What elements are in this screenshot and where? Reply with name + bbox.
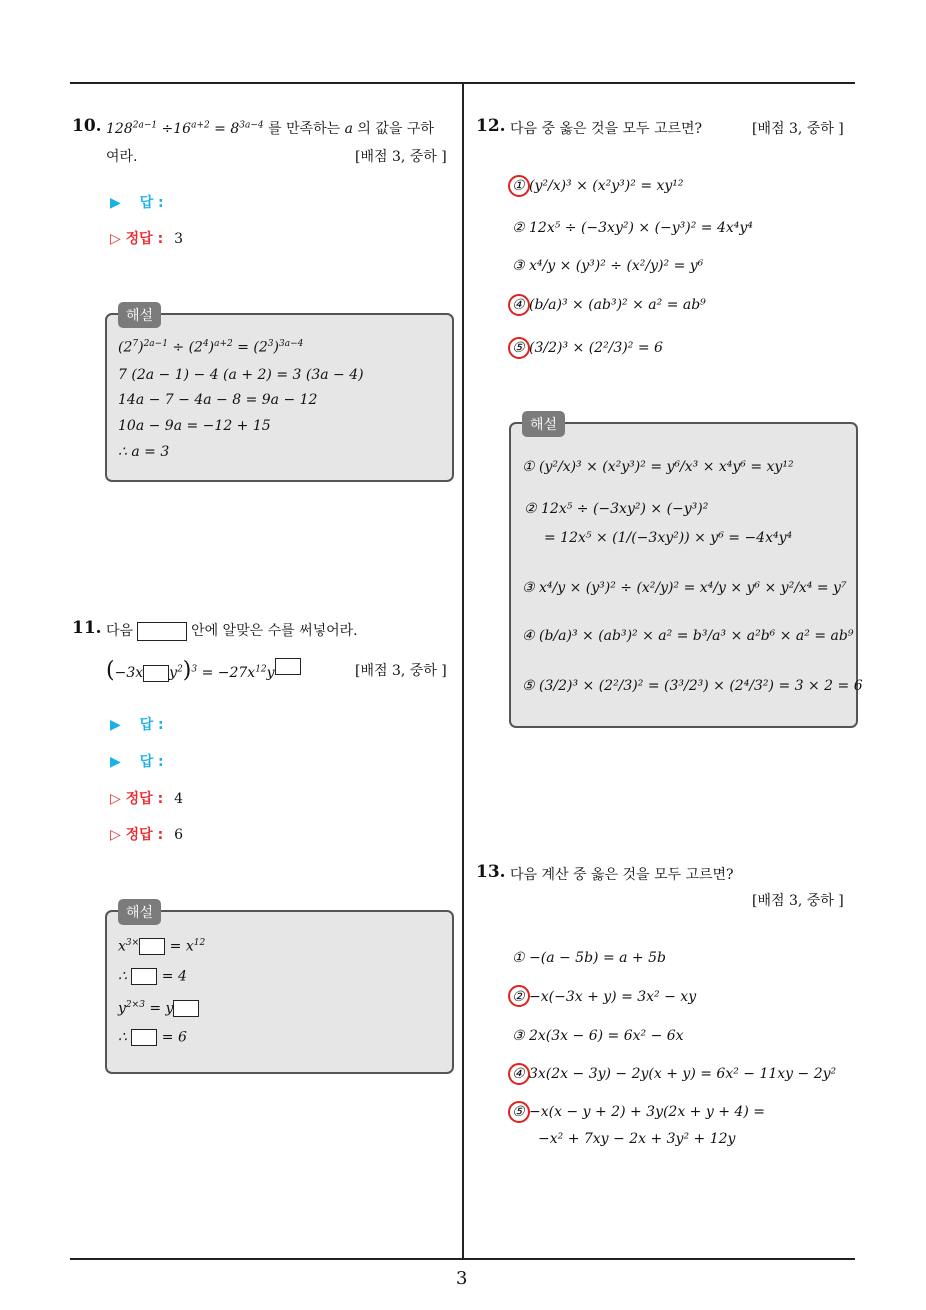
answer-row — [110, 714, 164, 734]
score-label: [배점 3, 중하 ] — [752, 121, 844, 137]
explanation-tag: 해설 — [118, 302, 161, 328]
option-3: ③ 2x(3x − 6) = 6x² − 6x — [512, 1028, 684, 1044]
explanation-line: ⑤ (3/2)³ × (2²/3)² = (3³/2³) × (2⁴/3²) = 3 × 2 = 6 — [522, 678, 863, 694]
explanation-line: 10a − 9a = −12 + 15 — [118, 418, 271, 434]
triangle-outline-icon: ▷ — [110, 827, 121, 843]
question-number: 10. — [72, 116, 102, 136]
explanation-line: $y^{2\times 3} = y$ — [118, 1000, 199, 1017]
explanation-line: ∴ = 4 — [118, 968, 187, 985]
option-2: ② 12x⁵ ÷ (−3xy²) × (−y³)² = 4x⁴y⁴ — [512, 220, 753, 236]
option-2: ② −x(−3x + y) = 3x² − xy — [512, 989, 697, 1005]
blank-box — [173, 1000, 199, 1017]
explanation-line: ③ x⁴/y × (y³)² ÷ (x²/y)² = x⁴/y × y⁶ × y²/x⁴ = y⁷ — [522, 580, 847, 596]
blank-box — [131, 968, 157, 985]
question-statement: 다음 안에 알맞은 수를 써넣어라. — [106, 623, 358, 639]
question-statement-cont: 여라. — [106, 149, 138, 165]
triangle-bullet-icon: ▶ — [110, 195, 121, 211]
explanation-line: ① (y²/x)³ × (x²y³)² = y⁶/x³ × x⁴y⁶ = xy¹² — [522, 459, 794, 475]
bottom-rule — [70, 1258, 855, 1260]
question-statement: $128^{2a-1} \div 16^{a+2} = 8^{3a-4}$ 를 만족하는 a 의 값을 구하 — [106, 120, 434, 137]
blank-box — [139, 938, 165, 955]
answer-row — [110, 192, 164, 212]
explanation-line: $x^{3\times} = x^{12}$ — [118, 938, 206, 955]
blank-box — [131, 1029, 157, 1046]
page-number: 3 — [456, 1268, 468, 1289]
explanation-line: ∴ = 6 — [118, 1029, 187, 1046]
correct-answer-row — [110, 788, 183, 808]
explanation-tag: 해설 — [118, 899, 161, 925]
option-5: ⑤ (3/2)³ × (2²/3)² = 6 — [512, 340, 663, 356]
correct-value: 6 — [174, 827, 183, 843]
explanation-box — [105, 910, 454, 1074]
triangle-bullet-icon: ▶ — [110, 754, 121, 770]
question-number: 11. — [72, 618, 102, 638]
correct-label: 정답 : — [125, 231, 164, 247]
explanation-tag: 해설 — [522, 411, 565, 437]
question-statement: 다음 중 옳은 것을 모두 고르면? — [510, 121, 703, 137]
answer-row — [110, 751, 164, 771]
explanation-line: $(2^7)^{2a-1} \div (2^4)^{a+2} = (2^3)^{3a-4}$ — [118, 339, 304, 356]
blank-box — [143, 665, 169, 682]
explanation-line: 14a − 7 − 4a − 8 = 9a − 12 — [118, 392, 318, 408]
answer-label: 답 : — [139, 754, 164, 770]
correct-answer-row — [110, 824, 183, 844]
option-4: ④ 3x(2x − 3y) − 2y(x + y) = 6x² − 11xy − 2y² — [512, 1066, 837, 1082]
correct-value: 3 — [174, 231, 183, 247]
correct-label: 정답 : — [125, 791, 164, 807]
explanation-line: ∴ a = 3 — [118, 444, 170, 460]
column-divider — [462, 82, 464, 1259]
blank-box — [275, 658, 301, 675]
correct-value: 4 — [174, 791, 183, 807]
triangle-outline-icon: ▷ — [110, 231, 121, 247]
option-5: ⑤ −x(x − y + 2) + 3y(2x + y + 4) = — [512, 1104, 765, 1120]
explanation-line: ② 12x⁵ ÷ (−3xy²) × (−y³)² — [524, 501, 709, 517]
option-1: ① (y²/x)³ × (x²y³)² = xy¹² — [512, 178, 684, 194]
explanation-line: = 12x⁵ × (1/(−3xy²)) × y⁶ = −4x⁴y⁴ — [544, 530, 793, 546]
explanation-line: 7 (2a − 1) − 4 (a + 2) = 3 (3a − 4) — [118, 367, 364, 383]
blank-box — [137, 622, 187, 641]
option-4: ④ (b/a)³ × (ab³)² × a² = ab⁹ — [512, 297, 706, 313]
question-statement: 다음 계산 중 옳은 것을 모두 고르면? — [510, 867, 734, 883]
score-label: [배점 3, 중하 ] — [752, 893, 844, 909]
explanation-line: ④ (b/a)³ × (ab³)² × a² = b³/a³ × a²b⁶ × a² = ab⁹ — [522, 628, 854, 644]
option-5-cont: −x² + 7xy − 2x + 3y² + 12y — [538, 1131, 736, 1147]
option-3: ③ x⁴/y × (y³)² ÷ (x²/y)² = y⁶ — [512, 258, 704, 274]
question-number: 13. — [476, 862, 506, 882]
question-number: 12. — [476, 116, 506, 136]
answer-label: 답 : — [139, 195, 164, 211]
score-label: [배점 3, 중하 ] — [355, 149, 447, 165]
score-label: [배점 3, 중하 ] — [355, 663, 447, 679]
question-equation: (−3x $y^2)^3 = -27x^{12}y$ — [106, 658, 301, 683]
correct-answer-row — [110, 228, 183, 248]
triangle-bullet-icon: ▶ — [110, 717, 121, 733]
correct-label: 정답 : — [125, 827, 164, 843]
answer-label: 답 : — [139, 717, 164, 733]
triangle-outline-icon: ▷ — [110, 791, 121, 807]
option-1: ① −(a − 5b) = a + 5b — [512, 950, 666, 966]
